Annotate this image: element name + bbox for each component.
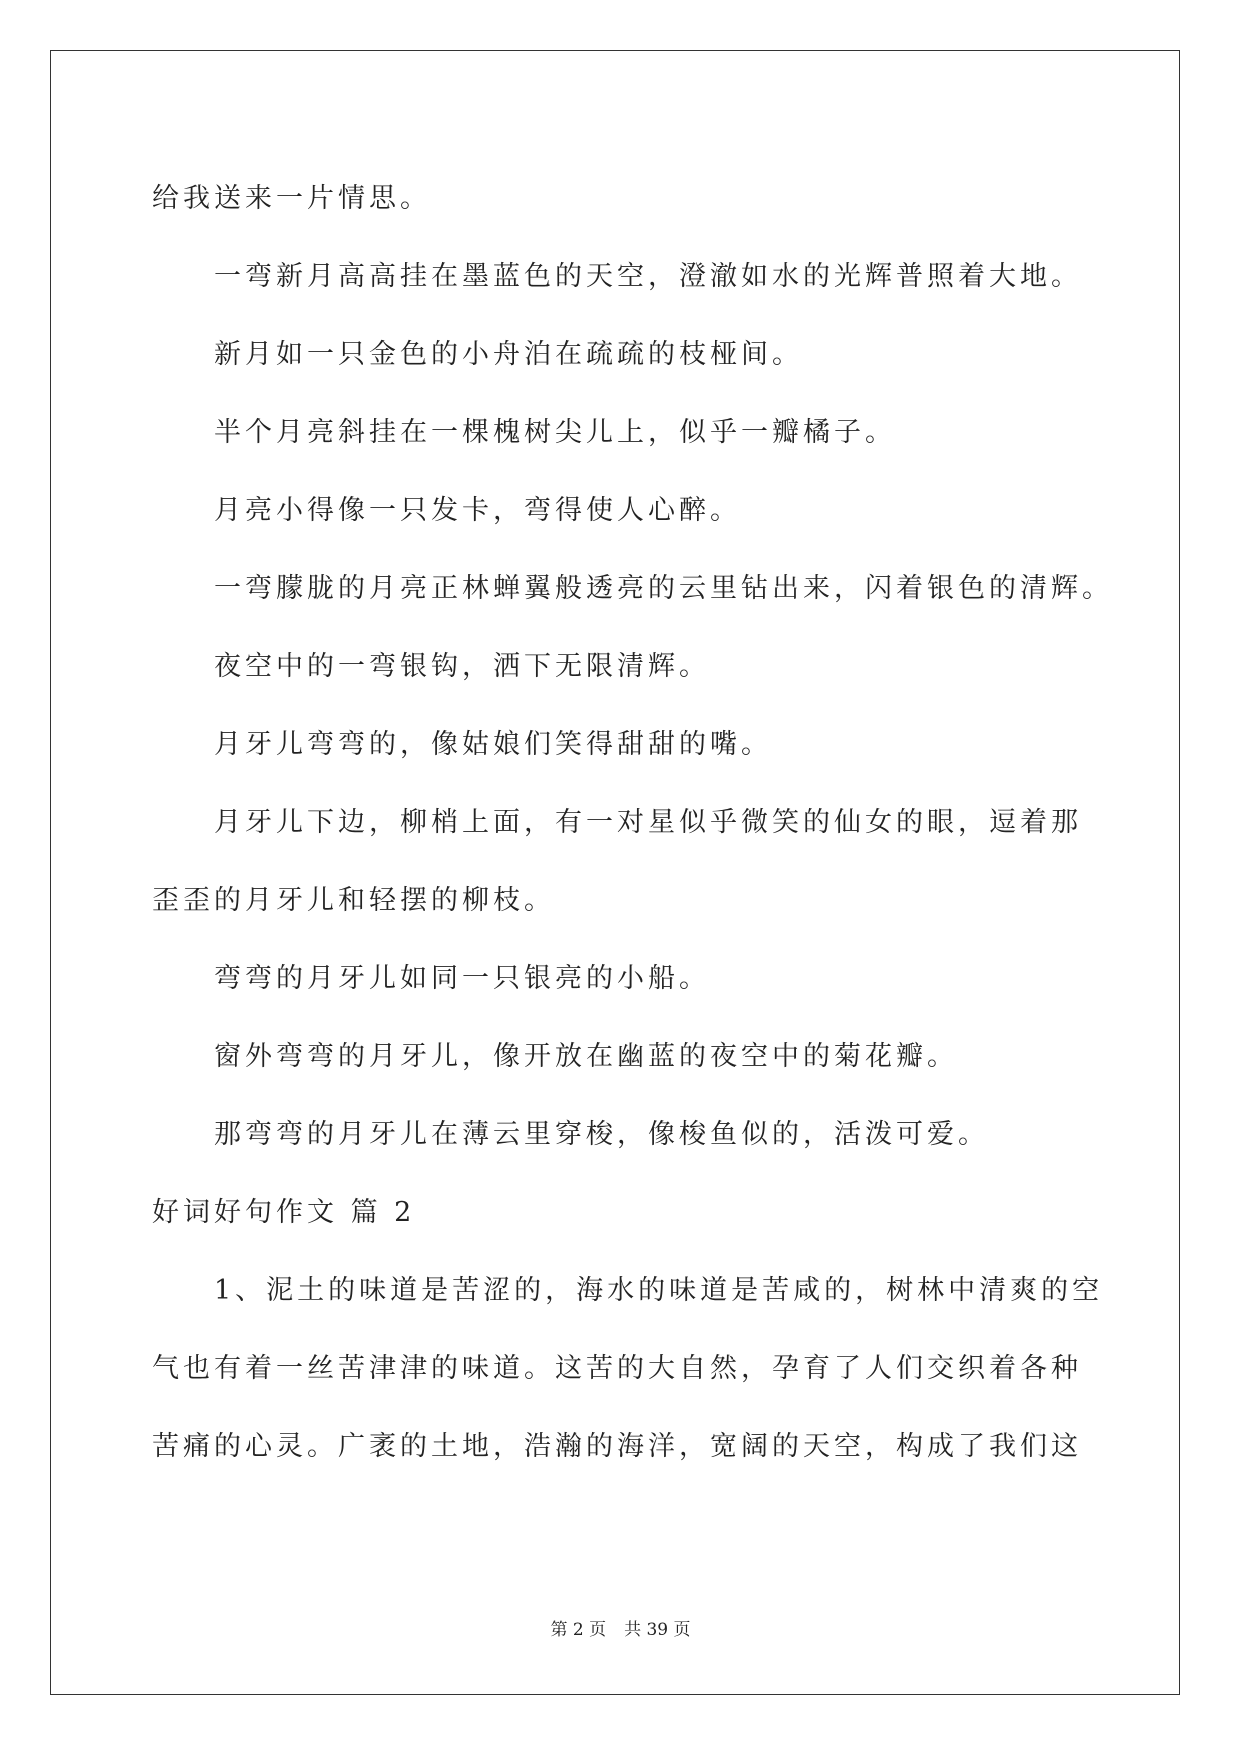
section-heading: 好词好句作文 篇 2	[152, 1197, 416, 1228]
paragraph-line: 一弯朦胧的月亮正林蝉翼般透亮的云里钻出来，闪着银色的清辉。	[214, 573, 1113, 604]
paragraph-line: 一弯新月高高挂在墨蓝色的天空，澄澈如水的光辉普照着大地。	[214, 261, 1082, 292]
document-body	[152, 160, 1112, 1486]
paragraph-line: 苦痛的心灵。广袤的土地，浩瀚的海洋，宽阔的天空，构成了我们这	[152, 1431, 1082, 1462]
paragraph-line: 夜空中的一弯银钩，洒下无限清辉。	[214, 651, 710, 682]
paragraph-line: 月牙儿下边，柳梢上面，有一对星似乎微笑的仙女的眼，逗着那	[214, 807, 1082, 838]
paragraph-line: 月亮小得像一只发卡，弯得使人心醉。	[214, 495, 741, 526]
paragraph-line: 气也有着一丝苦津津的味道。这苦的大自然，孕育了人们交织着各种	[152, 1353, 1082, 1384]
paragraph-line: 歪歪的月牙儿和轻摆的柳枝。	[152, 885, 555, 916]
paragraph-line: 窗外弯弯的月牙儿，像开放在幽蓝的夜空中的菊花瓣。	[214, 1041, 958, 1072]
paragraph-line: 那弯弯的月牙儿在薄云里穿梭，像梭鱼似的，活泼可爱。	[214, 1119, 989, 1150]
page-footer	[0, 1615, 1241, 1640]
page-total: 共 39 页	[624, 1620, 691, 1640]
paragraph-line: 给我送来一片情思。	[152, 183, 431, 214]
paragraph-line: 新月如一只金色的小舟泊在疏疏的枝桠间。	[214, 339, 803, 370]
paragraph-line: 半个月亮斜挂在一棵槐树尖儿上，似乎一瓣橘子。	[214, 417, 896, 448]
paragraph-line: 弯弯的月牙儿如同一只银亮的小船。	[214, 963, 710, 994]
page-number: 第 2 页	[550, 1620, 607, 1640]
paragraph-line: 1、泥土的味道是苦涩的，海水的味道是苦咸的，树林中清爽的空	[214, 1275, 1104, 1306]
paragraph-line: 月牙儿弯弯的，像姑娘们笑得甜甜的嘴。	[214, 729, 772, 760]
